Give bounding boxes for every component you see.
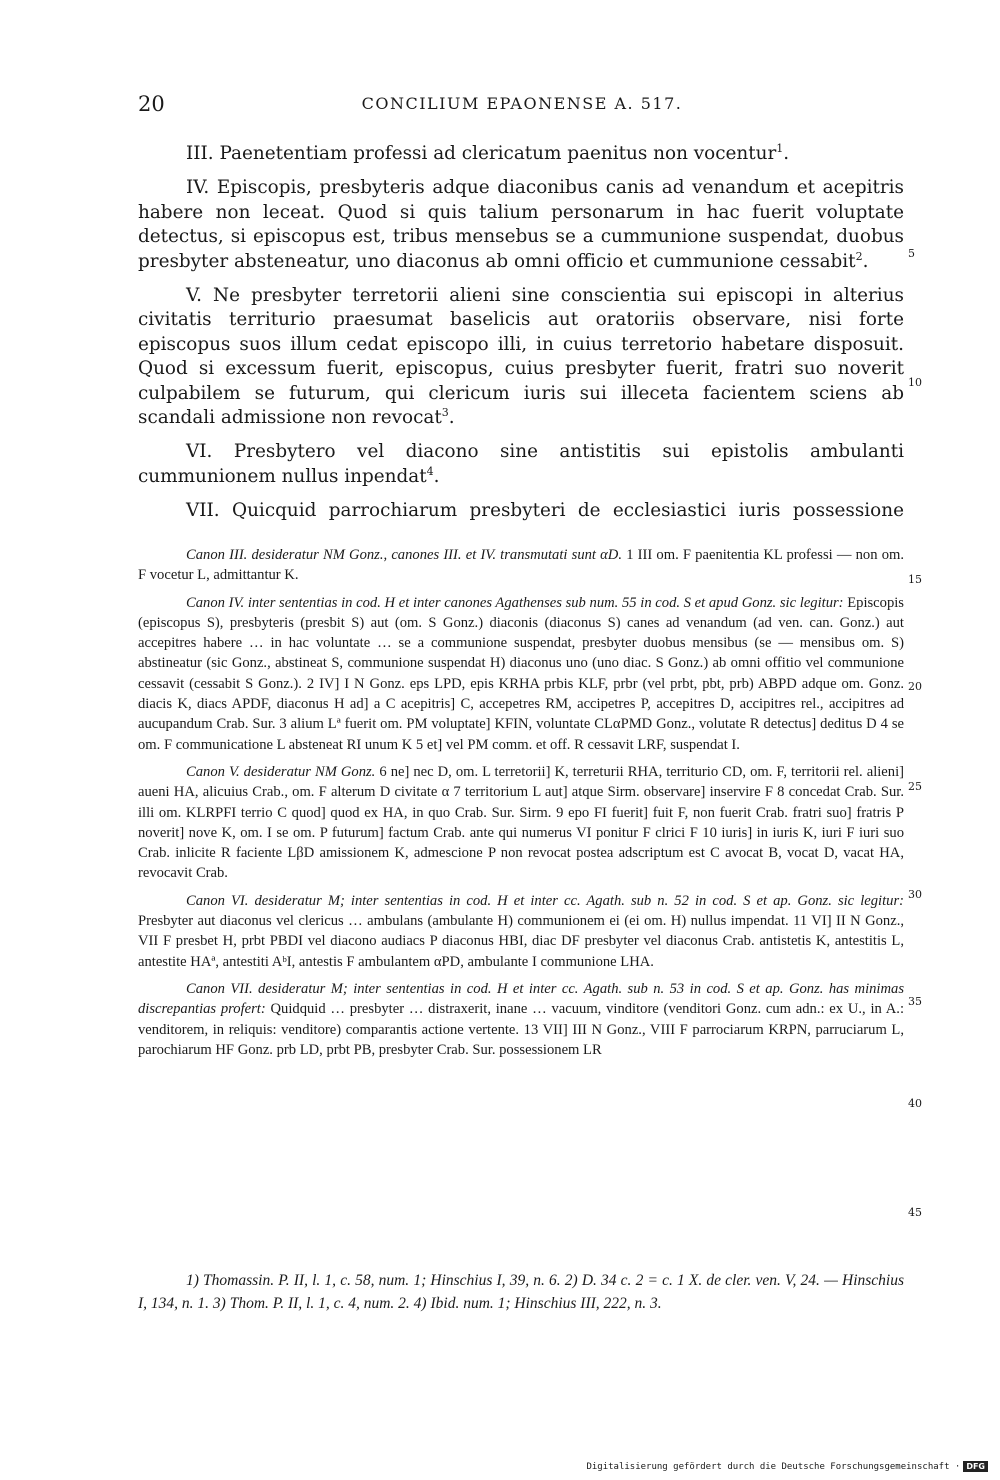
footnotes: 1) Thomassin. P. II, l. 1, c. 58, num. 1; Hinschius I, 39, n. 6. 2) D. 34 c. 2 = c. 1 X. de cler. ven. V, 24. — Hinschius I, 134, n. 1. 3) Thom. P. II, l. 1, c. 4, num. 2. 4) Ibid. num. 1; Hinschius III, 222, n. 3. xyxy=(138,1272,904,1312)
line-number: 35 xyxy=(908,995,922,1008)
canon-5: V. Ne presbyter terretorii alieni sine conscientia sui episcopi in alterius civitatis territurio praesumat baselicis aut oratoriis observare, nisi forte episcopus suos illum cedat episcopo illi, in cuius terretorio habetare disposuit. Quod si excessum fuerit, episcopus, cuius presbyter fuerit, fratri suo noverit culpabilem se futurum, qui clericum iuris sui illeceta facientem sciens ab scandali admissione non revocat$^3$. xyxy=(138,285,904,429)
footer-text: Digitalisierung gefördert durch die Deutsche Forschungsgemeinschaft · xyxy=(586,1461,961,1472)
footnote-ref: 3 xyxy=(441,405,449,419)
canon-7: VII. Quicquid parrochiarum presbyteri de ecclesiastici iuris possessione xyxy=(186,500,904,522)
critical-apparatus xyxy=(138,545,904,1067)
canon-4: IV. Episcopis, presbyteris adque diaconibus canis ad venandum et acepitris habere non leceat. Quod si quis talium personarum in hac fuerit voluptate detectus, si episcopus est, tribus mensebus se a cummunione suspendat, duobus presbyter absteneatur, uno diaconus ab omni officio et cummunione cessabit$^2$. xyxy=(138,177,904,272)
line-number: 20 xyxy=(908,680,922,693)
running-header xyxy=(138,92,906,120)
apparatus-canon-5: Canon V. desideratur NM Gonz. 6 ne] nec D, om. L terretorii] K, terreturii RHA, territurio CD, om. F, territorii rel. alieni] aueni HA, alicuius Crab., om. F alterum D civitate α 7 territorium L aut] atque Sirm. observare] inservire F 8 concedat Crab. Sur. illi om. KLRPFI terrio C quod] quod ex HA, in quo Crab. Sur. Sirm. 9 epo FI fuerit] fuit F, non fuerit Crab. fratri suo] fratris P noverit] nove K, om. I se om. P futurum] factum Crab. ante qui numerus VI ponitur F clrici F 10 iuris] in iuris K, iuri F iuri suo Crab. inlicite R faciente LβD amissionem K, admescione P non revocat postea adscriptum est C avocat B, vocat D, vacat HA, revocavit Crab. xyxy=(138,763,904,882)
apparatus-canon-7: Canon VII. desideratur M; inter sententias in cod. H et inter cc. Agath. sub n. 53 in cod. S et ap. Gonz. has minimas discrepantias profert: Quidquid … presbyter … distraxerit, inane … vacuum, vinditore (venditori Gonz. cum adn.: ex U., in A.: venditorem, in reliquis: venditore) comparantis actione vertente. 13 VII] III N Gonz., VIII F parrociarum KRPN, parruciarum L, parochiarum HF Gonz. prb LD, prbt PB, presbyter Crab. Sur. possessionem LR xyxy=(138,980,904,1058)
footnote-ref: 2 xyxy=(855,249,863,263)
line-number: 10 xyxy=(908,376,922,389)
apparatus-canon-4: Canon IV. inter sententias in cod. H et inter canones Agathenses sub num. 55 in cod. S et apud Gonz. sic legitur: Episcopis (episcopus S), presbyteris (presbit S) aut (om. S Gonz.) diaconis (diaconus S) canes ad venandum (ad ven. can. Gonz.) aut accepitres habere … in hac voluntate … se a communione suspendat, presbyter duobus mensibus (se — mensibus om. S) abstineatur (sic Gonz., abstineat S, communione suspendat H) diaconus uno (uno diac. S Gonz.) ab omni offitio vel communione cessavit (cessabit S Gonz.). 2 IV] I N Gonz. eps LPD, epis KRHA prbis KLF, prbr (vel prbt, pbt, prb) ABPD adque om. Gonz. diacis K, diacs APDF, diaconus H ad] a C acepitris] C, accepetres RM, accipetres P, accepitres D, accipitres rel., accipitres ad aucupandum Crab. Sur. 3 alium Lª fuerit om. PM voluptate] KFIN, voluntate CLαPMD Gonz., volutate R detectus] deditus D 4 se om. F communicatione L absteneat RI unum K 5 et] vel PM comm. et off. R cessavit LRF, suspendat I. xyxy=(138,594,904,753)
apparatus-canon-3: Canon III. desideratur NM Gonz., canones III. et IV. transmutati sunt αD. 1 III om. F paenitentia KL professi — non om. F vocetur L, admittantur K. xyxy=(138,547,904,584)
line-number: 30 xyxy=(908,888,922,901)
line-number: 45 xyxy=(908,1206,922,1219)
line-number: 15 xyxy=(908,573,922,586)
page-number: 20 xyxy=(138,92,165,116)
digitization-footer xyxy=(586,1461,988,1472)
canon-6: VI. Presbytero vel diacono sine antistitis sui epistolis ambulanti cummunionem nullus inpendat$^4$. xyxy=(138,441,904,487)
canon-3: III. Paenetentiam professi ad clericatum paenitus non vocentur$^1$. xyxy=(186,141,790,164)
running-title: CONCILIUM EPAONENSE A. 517. xyxy=(361,94,683,113)
dfg-logo: DFG xyxy=(963,1461,988,1472)
line-number: 40 xyxy=(908,1097,922,1110)
main-text xyxy=(138,142,904,534)
apparatus-canon-6: Canon VI. desideratur M; inter sententias in cod. H et inter cc. Agath. sub n. 52 in cod. S et ap. Gonz. sic legitur: Presbyter aut diaconus vel clericus … ambulans (ambulante H) communionem ei (ei om. H) nullus impendat. 11 VI] II N Gonz., VII F presbet H, prbt PBDI vel diacono audiacs P diaconus HBI, diac DF presbyter vel diaconus Crab. antistetis K, antestitis L, antestite HAª, antestiti AᵇI, antestis F ambulantem αPD, ambulante I communione LHA. xyxy=(138,892,904,970)
line-number: 5 xyxy=(908,247,915,260)
line-number: 25 xyxy=(908,780,922,793)
footnote-ref: 4 xyxy=(426,464,434,478)
footnote-ref: 1 xyxy=(776,141,784,155)
